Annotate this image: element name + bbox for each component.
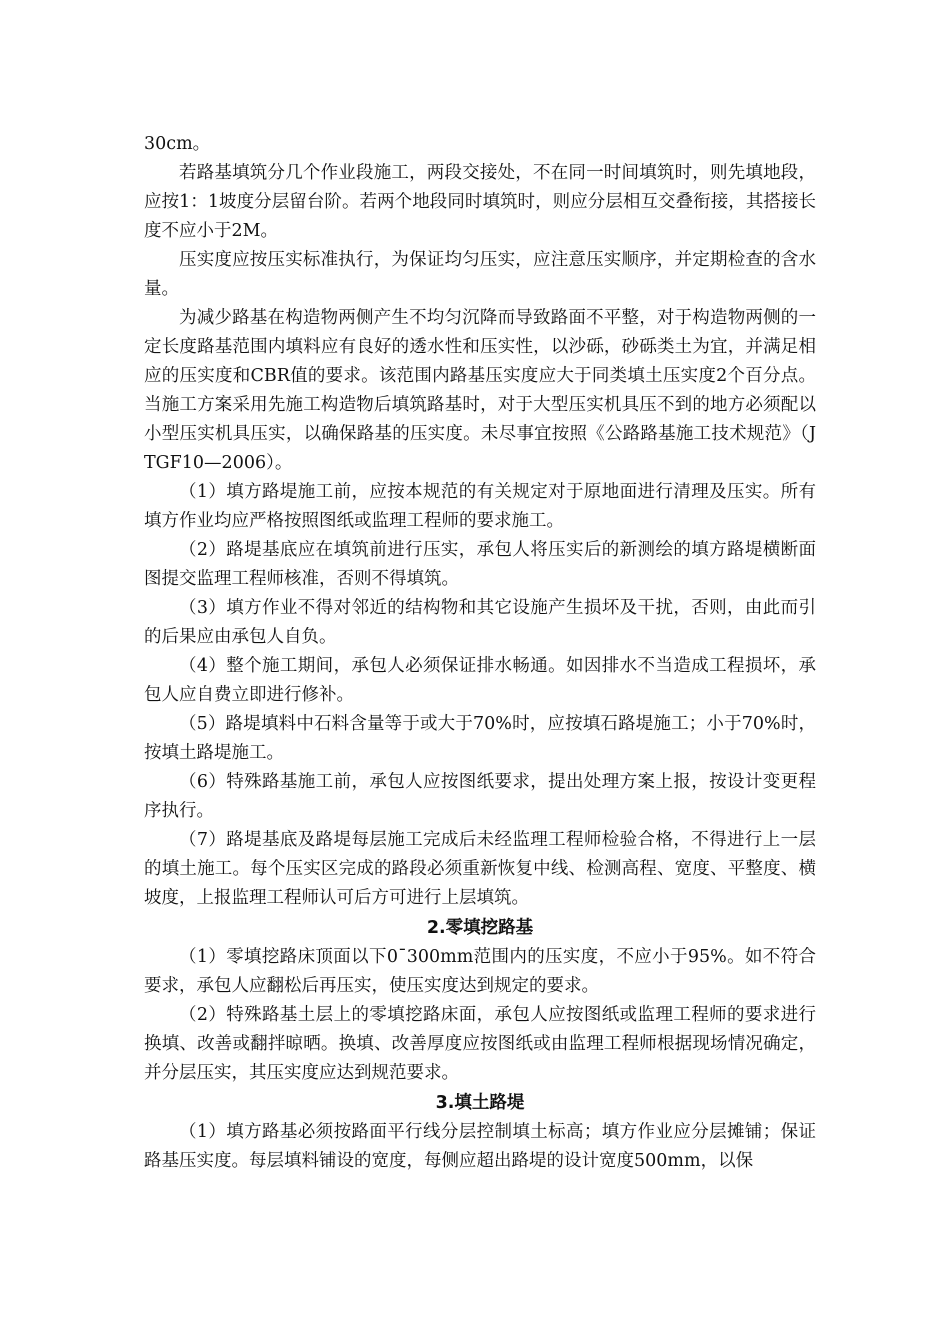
paragraph-zero-fill-2: （2）特殊路基土层上的零填挖路床面，承包人应按图纸或监理工程师的要求进行换填、改善或翻拌晾晒。换填、改善厚度应按图纸或由监理工程师根据现场情况确定，并分层压实，其压实度应达到规范要求。 (144, 1005, 816, 1083)
section-heading-fill-embankment: 3.填土路堤 (435, 1093, 525, 1113)
paragraph-zero-fill-1: （1）零填挖路床顶面以下0¯300mm范围内的压实度，不应小于95%。如不符合要求，承包人应翻松后再压实，使压实度达到规定的要求。 (144, 947, 816, 996)
paragraph-item-1: （1）填方路堤施工前，应按本规范的有关规定对于原地面进行清理及压实。所有填方作业均应严格按照图纸或监理工程师的要求施工。 (144, 482, 816, 531)
paragraph-fill-embankment-1: （1）填方路基必须按路面平行线分层控制填土标高；填方作业应分层摊铺；保证路基压实度。每层填料铺设的宽度，每侧应超出路堤的设计宽度500mm，以保 (144, 1122, 816, 1171)
paragraph-item-6: （6）特殊路基施工前，承包人应按图纸要求，提出处理方案上报，按设计变更程序执行。 (144, 772, 816, 821)
paragraph-item-7: （7）路堤基底及路堤每层施工完成后未经监理工程师检验合格，不得进行上一层的填土施工。每个压实区完成的路段必须重新恢复中线、检测高程、宽度、平整度、横坡度，上报监理工程师认可后方可进行上层填筑。 (144, 830, 816, 908)
paragraph-work-segments: 若路基填筑分几个作业段施工，两段交接处，不在同一时间填筑时，则先填地段，应按1：1坡度分层留台阶。若两个地段同时填筑时，则应分层相互交叠衔接，其搭接长度不应小于2M。 (144, 163, 816, 241)
paragraph-item-2: （2）路堤基底应在填筑前进行压实，承包人将压实后的新测绘的填方路堤横断面图提交监理工程师核准，否则不得填筑。 (144, 540, 816, 589)
paragraph-compaction-standard: 压实度应按压实标准执行，为保证均匀压实，应注意压实顺序，并定期检查的含水量。 (144, 250, 816, 299)
paragraph-item-5: （5）路堤填料中石料含量等于或大于70%时，应按填石路堤施工；小于70%时，按填土路堤施工。 (144, 714, 816, 763)
paragraph-structure-backfill: 为减少路基在构造物两侧产生不均匀沉降而导致路面不平整，对于构造物两侧的一定长度路基范围内填料应有良好的透水性和压实性，以沙砾，砂砾类土为宜，并满足相应的压实度和CBR值的要求。该范围内路基压实度应大于同类填土压实度2个百分点。当施工方案采用先施工构造物后填筑路基时，对于大型压实机具压不到的地方必须配以小型压实机具压实，以确保路基的压实度。未尽事宜按照《公路路基施工技术规范》（JTGF10—2006）。 (144, 308, 816, 473)
document-body (144, 130, 816, 1176)
section-heading-zero-fill: 2.零填挖路基 (426, 918, 534, 938)
paragraph-item-3: （3）填方作业不得对邻近的结构物和其它设施产生损坏及干扰，否则，由此而引的后果应由承包人自负。 (144, 598, 816, 647)
paragraph-item-4: （4）整个施工期间，承包人必须保证排水畅通。如因排水不当造成工程损坏，承包人应自费立即进行修补。 (144, 656, 816, 705)
paragraph-continuation: 30cm。 (144, 134, 211, 154)
